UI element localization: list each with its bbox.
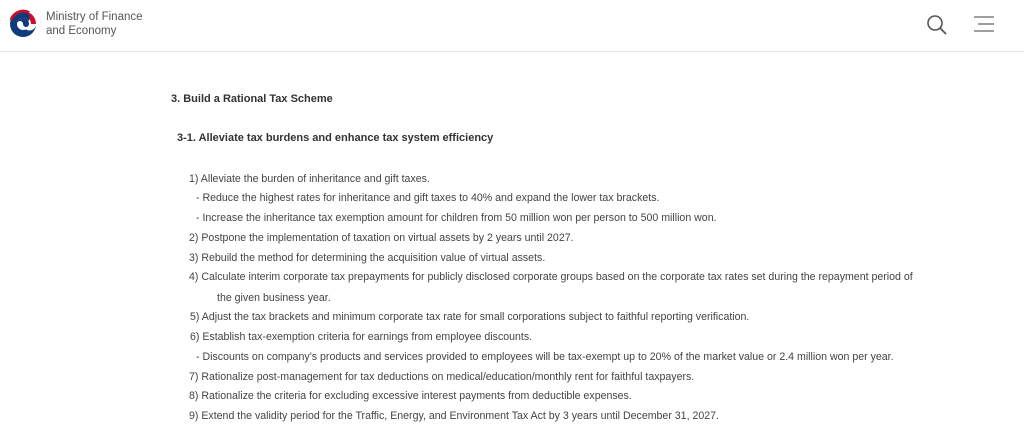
list-item: 1) Alleviate the burden of inheritance and gift taxes. (189, 173, 430, 185)
list-item-continuation: the given business year. (217, 292, 331, 304)
section-title: 3. Build a Rational Tax Scheme (171, 93, 333, 105)
subsection-title: 3-1. Alleviate tax burdens and enhance tax system efficiency (177, 132, 494, 144)
hamburger-menu-icon (970, 14, 996, 34)
ministry-logo[interactable] (7, 8, 143, 40)
search-icon (925, 13, 949, 37)
list-item: 4) Calculate interim corporate tax prepayments for publicly disclosed corporate groups based on the corporate tax rates set during the repayment period of (189, 271, 913, 283)
list-item: 2) Postpone the implementation of taxation on virtual assets by 2 years until 2027. (189, 232, 574, 244)
site-header (0, 0, 1024, 52)
ministry-name-line1: Ministry of Finance (46, 11, 143, 23)
list-item: 3) Rebuild the method for determining the acquisition value of virtual assets. (189, 252, 546, 264)
taegeuk-logo-icon (7, 8, 39, 40)
search-button[interactable] (925, 13, 949, 37)
ministry-name-line2: and Economy (46, 25, 117, 37)
list-item: 6) Establish tax-exemption criteria for earnings from employee discounts. (190, 331, 533, 343)
list-item: 7) Rationalize post-management for tax deductions on medical/education/monthly rent for faithful taxpayers. (189, 371, 695, 383)
list-item: 5) Adjust the tax brackets and minimum corporate tax rate for small corporations subject to faithful reporting verification. (190, 311, 750, 323)
list-item: 9) Extend the validity period for the Traffic, Energy, and Environment Tax Act by 3 years until December 31, 2027. (189, 410, 719, 422)
list-item: 8) Rationalize the criteria for excluding excessive interest payments from deductible expenses. (189, 390, 632, 402)
menu-button[interactable] (970, 14, 996, 34)
list-subitem: - Discounts on company’s products and services provided to employees will be tax-exempt up to 20% of the market value or 2.4 million won per year. (196, 351, 894, 363)
list-subitem: - Increase the inheritance tax exemption amount for children from 50 million won per person to 500 million won. (196, 212, 717, 224)
ministry-name (46, 10, 143, 38)
list-subitem: - Reduce the highest rates for inheritance and gift taxes to 40% and expand the lower tax brackets. (196, 192, 660, 204)
